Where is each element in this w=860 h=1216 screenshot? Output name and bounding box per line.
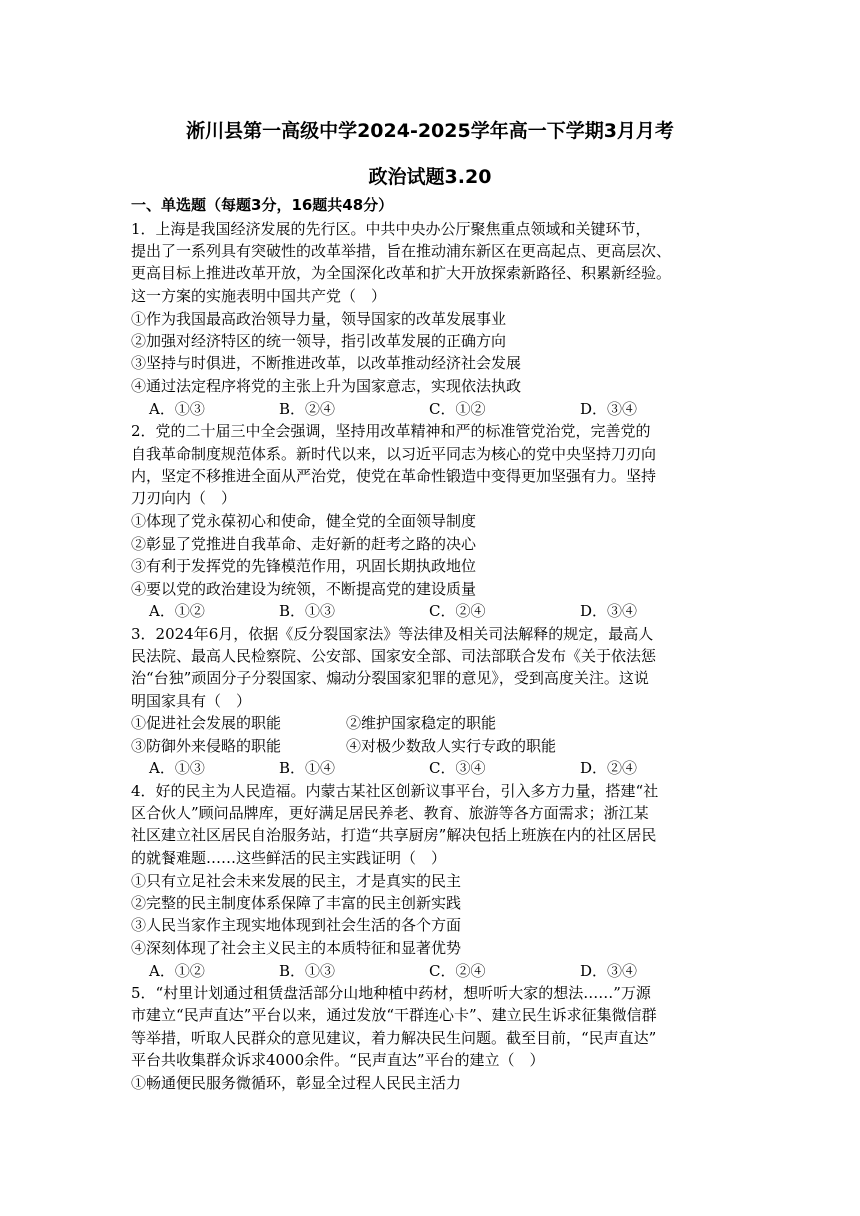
q5-stem-line: 5．“村里计划通过租赁盘活部分山地种植中药材，想听听大家的想法……”万源 <box>131 984 651 1002</box>
q1-option-c[interactable]: C．①② <box>429 400 486 418</box>
q2-stem-line: 2．党的二十届三中全会强调，坚持用改革精神和严的标准管党治党，完善党的 <box>131 422 651 440</box>
q4-stem-line: 4．好的民主为人民造福。内蒙古某社区创新议事平台，引入多方力量，搭建“社 <box>131 782 659 800</box>
q4-item: ③人民当家作主现实地体现到社会生活的各个方面 <box>131 916 462 934</box>
q2-options <box>0 600 860 622</box>
q3-stem-line: 治“台独”顽固分子分裂国家、煽动分裂国家犯罪的意见》，受到高度关注。这说 <box>131 669 649 687</box>
q1-options <box>0 398 860 420</box>
q1-stem-line: 更高目标上推进改革开放，为全国深化改革和扩大开放探索新路径、积累新经验。 <box>131 264 672 282</box>
q1-item: ①作为我国最高政治领导力量，领导国家的改革发展事业 <box>131 310 507 328</box>
section-heading: 一、单选题（每题3分，16题共48分） <box>131 196 394 214</box>
q3-item: ②维护国家稳定的职能 <box>346 714 497 732</box>
q3-options <box>0 757 860 779</box>
q4-item: ④深刻体现了社会主义民主的本质特征和显著优势 <box>131 939 462 957</box>
q1-item: ④通过法定程序将党的主张上升为国家意志，实现依法执政 <box>131 377 522 395</box>
q3-option-c[interactable]: C．③④ <box>429 759 486 777</box>
q2-item: ①体现了党永葆初心和使命，健全党的全面领导制度 <box>131 512 477 530</box>
q3-item: ①促进社会发展的职能 <box>131 714 282 732</box>
q4-option-d[interactable]: D．③④ <box>580 962 638 980</box>
q3-stem-line: 3．2024年6月，依据《反分裂国家法》等法律及相关司法解释的规定，最高人 <box>131 625 654 643</box>
q5-stem-line: 平台共收集群众诉求4000余件。“民声直达”平台的建立（ ） <box>131 1051 545 1069</box>
q4-item: ①只有立足社会未来发展的民主，才是真实的民主 <box>131 872 462 890</box>
q1-option-d[interactable]: D．③④ <box>580 400 638 418</box>
exam-title: 淅川县第一高级中学2024-2025学年高一下学期3月月考 <box>186 120 674 142</box>
q2-option-d[interactable]: D．③④ <box>580 602 638 620</box>
q2-item: ④要以党的政治建设为统领，不断提高党的建设质量 <box>131 580 477 598</box>
q4-stem-line: 社区建立社区居民自治服务站，打造“共享厨房”解决包括上班族在内的社区居民 <box>131 826 657 844</box>
q2-option-b[interactable]: B．①③ <box>279 602 336 620</box>
q2-stem-line: 自我革命制度规范体系。新时代以来，以习近平同志为核心的党中央坚持刀刃向 <box>131 445 657 463</box>
q3-items-row <box>0 735 860 757</box>
q1-stem-line: 1．上海是我国经济发展的先行区。中共中央办公厅聚焦重点领域和关键环节， <box>131 220 651 238</box>
q4-item: ②完整的民主制度体系保障了丰富的民主创新实践 <box>131 894 462 912</box>
q1-stem-line: 这一方案的实施表明中国共产党（ ） <box>131 287 387 305</box>
q4-stem-line: 区合伙人”顾问品牌库，更好满足居民养老、教育、旅游等各方面需求；浙江某 <box>131 804 649 822</box>
q5-stem-line: 等举措，听取人民群众的意见建议，着力解决民生问题。截至目前，“民声直达” <box>131 1029 657 1047</box>
q2-option-a[interactable]: A．①② <box>149 602 205 620</box>
exam-subtitle: 政治试题3.20 <box>368 166 492 188</box>
q3-item: ③防御外来侵略的职能 <box>131 737 282 755</box>
q3-option-a[interactable]: A．①③ <box>149 759 205 777</box>
q4-options <box>0 960 860 982</box>
q1-item: ③坚持与时俱进，不断推进改革，以改革推动经济社会发展 <box>131 354 522 372</box>
q1-option-a[interactable]: A．①③ <box>149 400 205 418</box>
q2-stem-line: 刀刃向内（ ） <box>131 489 237 507</box>
q3-items-row <box>0 712 860 734</box>
q2-item: ③有利于发挥党的先锋模范作用，巩固长期执政地位 <box>131 557 477 575</box>
q2-stem-line: 内，坚定不移推进全面从严治党，使党在革命性锻造中变得更加坚强有力。坚持 <box>131 467 657 485</box>
q1-option-b[interactable]: B．②④ <box>279 400 336 418</box>
q1-item: ②加强对经济特区的统一领导，指引改革发展的正确方向 <box>131 332 507 350</box>
q4-option-c[interactable]: C．②④ <box>429 962 486 980</box>
q2-option-c[interactable]: C．②④ <box>429 602 486 620</box>
q3-option-b[interactable]: B．①④ <box>279 759 336 777</box>
q3-stem-line: 明国家具有（ ） <box>131 692 252 710</box>
q3-item: ④对极少数敌人实行专政的职能 <box>346 737 557 755</box>
q4-option-b[interactable]: B．①③ <box>279 962 336 980</box>
q2-item: ②彰显了党推进自我革命、走好新的赶考之路的决心 <box>131 535 477 553</box>
q4-stem-line: 的就餐难题……这些鲜活的民主实践证明（ ） <box>131 849 447 867</box>
q1-stem-line: 提出了一系列具有突破性的改革举措，旨在推动浦东新区在更高起点、更高层次、 <box>131 242 672 260</box>
q3-option-d[interactable]: D．②④ <box>580 759 638 777</box>
q5-stem-line: 市建立“民声直达”平台以来，通过发放“干群连心卡”、建立民生诉求征集微信群 <box>131 1006 657 1024</box>
q4-option-a[interactable]: A．①② <box>149 962 205 980</box>
q3-stem-line: 民法院、最高人民检察院、公安部、国家安全部、司法部联合发布《关于依法惩 <box>131 647 657 665</box>
q5-item: ①畅通便民服务微循环，彰显全过程人民民主活力 <box>131 1074 462 1092</box>
